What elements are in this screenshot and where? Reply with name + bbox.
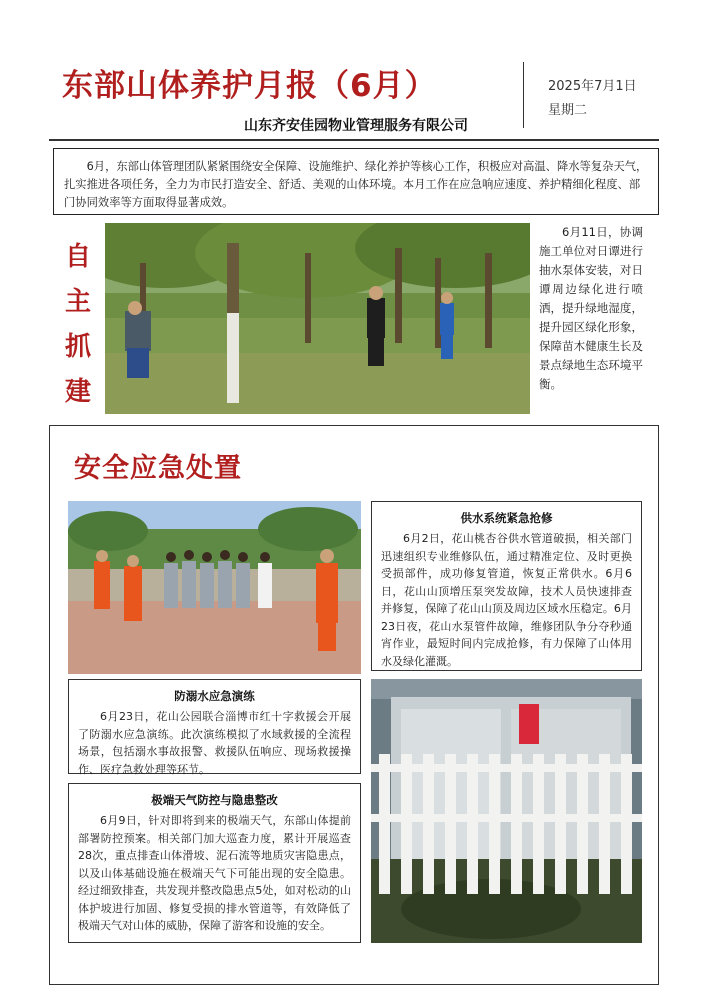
report-date: 2025年7月1日	[548, 79, 637, 94]
report-weekday: 星期二	[548, 103, 588, 118]
header-divider	[523, 62, 524, 128]
water-supply-title: 供水系统紧急抢修	[460, 511, 553, 525]
intro-paragraph: 6月，东部山体管理团队紧紧围绕安全保障、设施维护、绿化养护等核心工作，积极应对高温、降水等复杂天气，扎实推进各项任务，全力为市民打造安全、舒适、美观的山体环境。本月工作在应急响应速度、养护精细化程度、部门协同效率等方面取得显著成效。	[53, 148, 659, 215]
drowning-drill-body: 6月23日，花山公园联合淄博市红十字救援会开展了防溺水应急演练。此次演练模拟了水域救援的全流程场景，包括溺水事故报警、救援队伍响应、现场救援操作、医疗急救处理等环节。	[78, 710, 351, 776]
drowning-drill-title: 防溺水应急演练	[174, 689, 255, 703]
vertical-title-char: 建	[64, 377, 91, 407]
drill-photo	[68, 501, 361, 674]
extreme-weather-title: 极端天气防控与隐患整改	[151, 793, 278, 807]
water-supply-card	[371, 501, 642, 671]
drowning-drill-card	[68, 679, 361, 774]
extreme-weather-body: 6月9日，针对即将到来的极端天气，东部山体提前部署防控预案。相关部门加大巡查力度，累计开展巡查28次，重点排查山体滑坡、泥石流等地质灾害隐患点，以及山体基础设施在极端天气下可能出现的安全隐患。经过细致排查，共发现并整改隐患点5处，如对松动的山体护坡进行加固、修复受损的排水管道等，有效降低了极端天气对山体的威胁，保障了游客和设施的安全。	[78, 814, 351, 932]
self-build-photo	[105, 223, 530, 414]
self-build-caption: 6月11日，协调施工单位对日谭进行抽水泵体安装，对日谭周边绿化进行喷洒，提升绿地湿度，提升园区绿化形象，保障苗木健康生长及景点绿地生态环境平衡。	[539, 225, 643, 391]
report-title: 东部山体养护月报（6月）	[62, 68, 437, 104]
self-build-vertical-title	[58, 235, 98, 415]
vertical-title-char: 抓	[64, 332, 91, 362]
pump-station-photo	[371, 679, 642, 943]
vertical-title-char: 主	[64, 287, 91, 317]
company-name: 山东齐安佳园物业管理服务有限公司	[244, 118, 468, 134]
header-rule	[49, 139, 659, 141]
water-supply-body: 6月2日，花山桃杏谷供水管道破损，相关部门迅速组织专业维修队伍，通过精准定位、及时更换受损部件，成功修复管道，恢复正常供水。6月6日，花山山顶增压泵突发故障，技术人员快速排查并修复，保障了花山山顶及周边区域水压稳定。6月23日夜，花山水泵管件故障，维修团队争分夺秒通宵作业，最短时间内完成抢修，有力保障了山体用水及绿化灌溉。	[381, 532, 632, 668]
extreme-weather-card	[68, 783, 361, 943]
emergency-title: 安全应急处置	[74, 453, 242, 484]
vertical-title-char: 自	[64, 242, 91, 272]
